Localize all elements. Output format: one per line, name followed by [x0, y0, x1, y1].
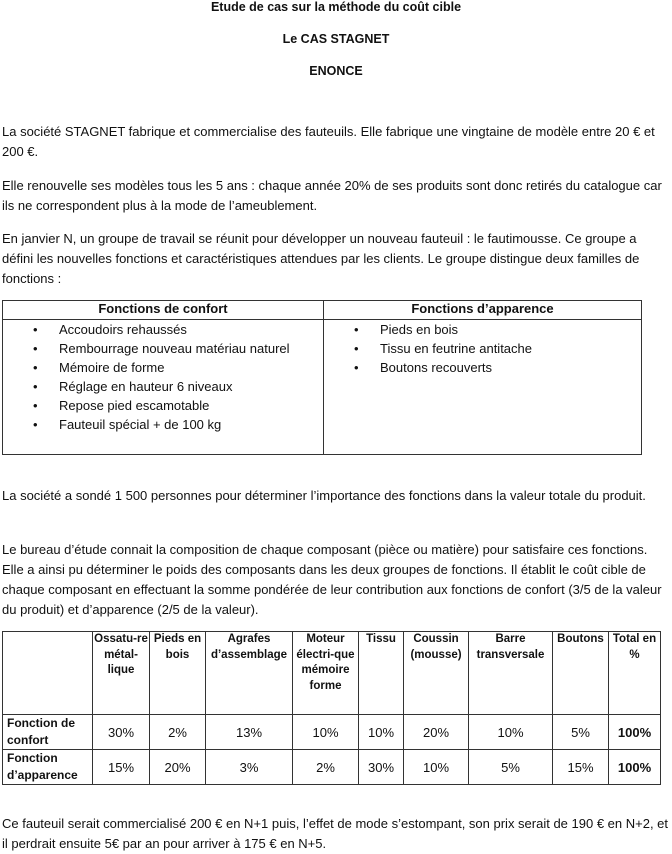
paragraph-workgroup: En janvier N, un groupe de travail se réunit pour développer un nouveau fauteuil : le fautimousse. Ce groupe a défini les nouvelles fonctions et caractéristiques attendues par les clients. Le groupe distingue deux familles de fonctions :	[2, 231, 640, 286]
row-label: Fonction de confort	[3, 715, 93, 750]
column-header: Coussin (mousse)	[404, 632, 469, 715]
list-item: • Fauteuil spécial + de 100 kg	[3, 415, 323, 434]
paragraph-design-office: Le bureau d’étude connait la composition de chaque composant (pièce ou matière) pour satisfaire ces fonctions. Elle a ainsi pu déterminer le poids des composants dans les deux groupes de fonctions. Il établit le coût cible de chaque composant en effectuant la somme pondérée de leur contribution aux fonctions de confort (3/5 de la valeur du produit) et d’apparence (2/5 de la valeur).	[2, 542, 662, 617]
table-cell: 15%	[553, 750, 609, 785]
paragraph-pricing: Ce fauteuil serait commercialisé 200 € en N+1 puis, l’effet de mode s’estompant, son prix serait de 190 € en N+2, et il perdrait ensuite 5€ par an pour arriver à 175 € en N+5.	[2, 816, 669, 851]
comfort-list	[3, 320, 323, 434]
table-cell: 10%	[404, 750, 469, 785]
table-cell: 3%	[206, 750, 293, 785]
list-item: • Accoudoirs rehaussés	[3, 320, 323, 339]
column-header: Boutons	[553, 632, 609, 715]
table-cell: 10%	[469, 715, 553, 750]
table-cell: 5%	[469, 750, 553, 785]
list-item: • Tissu en feutrine antitache	[324, 339, 641, 358]
corner-cell	[3, 632, 93, 715]
column-header: Total en %	[609, 632, 661, 715]
list-item: • Boutons recouverts	[324, 358, 641, 377]
list-item: • Pieds en bois	[324, 320, 641, 339]
table-cell: 20%	[404, 715, 469, 750]
table-cell: 15%	[93, 750, 150, 785]
document-title: Etude de cas sur la méthode du coût cible	[210, 0, 462, 14]
table-cell: 5%	[553, 715, 609, 750]
paragraph-renewal: Elle renouvelle ses modèles tous les 5 ans : chaque année 20% de ses produits sont donc retirés du catalogue car ils ne correspondent plus à la mode de l’ameublement.	[2, 178, 662, 213]
total-cell: 100%	[609, 715, 661, 750]
column-header: Agrafes d’assemblage	[206, 632, 293, 715]
column-header: Moteur électri-que mémoire forme	[293, 632, 359, 715]
table-cell: 30%	[359, 750, 404, 785]
table-cell: 10%	[359, 715, 404, 750]
table-row	[3, 750, 661, 785]
weights-table	[2, 631, 661, 785]
table-header-row	[3, 632, 661, 715]
column-header: Ossatu-re métal-lique	[93, 632, 150, 715]
list-item: • Réglage en hauteur 6 niveaux	[3, 377, 323, 396]
list-item: • Mémoire de forme	[3, 358, 323, 377]
total-cell: 100%	[609, 750, 661, 785]
table-cell: 10%	[293, 715, 359, 750]
table-cell: 30%	[93, 715, 150, 750]
table-row	[3, 715, 661, 750]
functions-table	[2, 300, 642, 455]
case-name: Le CAS STAGNET	[282, 32, 390, 46]
table-cell: 20%	[150, 750, 206, 785]
paragraph-intro: La société STAGNET fabrique et commercialise des fauteuils. Elle fabrique une vingtaine de modèle entre 20 € et 200 €.	[2, 124, 655, 159]
appearance-header: Fonctions d’apparence	[324, 301, 642, 320]
column-header: Pieds en bois	[150, 632, 206, 715]
paragraph-survey: La société a sondé 1 500 personnes pour déterminer l’importance des fonctions dans la valeur totale du produit.	[2, 488, 646, 503]
table-cell: 2%	[150, 715, 206, 750]
list-item: • Repose pied escamotable	[3, 396, 323, 415]
row-label: Fonction d’apparence	[3, 750, 93, 785]
appearance-list	[324, 320, 641, 377]
column-header: Tissu	[359, 632, 404, 715]
comfort-cell	[3, 320, 324, 455]
column-header: Barre transversale	[469, 632, 553, 715]
comfort-header: Fonctions de confort	[3, 301, 324, 320]
section-heading: ENONCE	[309, 64, 363, 78]
list-item: • Rembourrage nouveau matériau naturel	[3, 339, 323, 358]
table-cell: 13%	[206, 715, 293, 750]
appearance-cell	[324, 320, 642, 455]
table-cell: 2%	[293, 750, 359, 785]
